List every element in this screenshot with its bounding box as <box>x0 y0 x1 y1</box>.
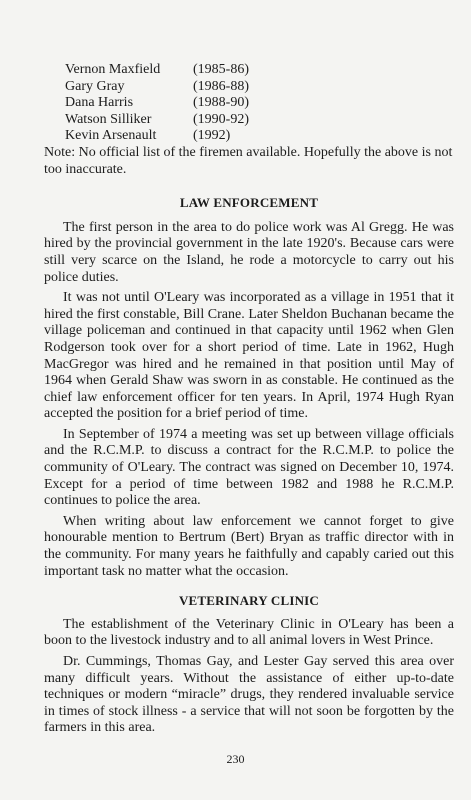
fireman-name: Watson Silliker <box>65 111 152 127</box>
fireman-years: (1986-88) <box>193 78 249 94</box>
page-number: 230 <box>226 752 245 766</box>
vet-paragraph-2: Dr. Cummings, Thomas Gay, and Lester Gay served this area over many difficult years. Without the assistance of either up-to-date techniques or modern “miracle” drugs, they rendered invaluable service in times of stock illness - a service that will not soon be forgotten by the farmers in this area. <box>44 654 454 736</box>
fireman-name: Vernon Maxfield <box>65 62 161 77</box>
fireman-years: (1992) <box>193 128 231 144</box>
law-paragraph-1: The first person in the area to do police work was Al Gregg. He was hired by the provincial government in the late 1920's. Because cars were still very scarce on the Island, he rode a motorcycle to carry out his police duties. <box>44 219 454 285</box>
fireman-name: Kevin Arsenault <box>65 128 157 144</box>
list-item <box>65 79 454 96</box>
vet-paragraph-1: The establishment of the Veterinary Clinic in O'Leary has been a boon to the livestock industry and to all animal lovers in West Prince. <box>44 616 454 649</box>
firemen-list <box>65 62 454 145</box>
law-paragraph-3: In September of 1974 a meeting was set up between village officials and the R.C.M.P. to discuss a contract for the R.C.M.P. to police the community of O'Leary. The contract was signed on December 10, 1974. Except for a period of time between 1982 and 1988 he R.C.M.P. continues to police the area. <box>44 426 454 509</box>
veterinary-clinic-heading: VETERINARY CLINIC <box>178 593 320 609</box>
fireman-name: Gary Gray <box>65 78 125 94</box>
fireman-years: (1990-92) <box>193 111 249 127</box>
fireman-years: (1988-90) <box>193 95 249 111</box>
law-enforcement-heading: LAW ENFORCEMENT <box>179 195 319 211</box>
fireman-name: Dana Harris <box>65 95 134 111</box>
list-item <box>65 95 454 112</box>
fireman-years: (1985-86) <box>193 62 249 77</box>
list-item <box>65 128 454 145</box>
list-item <box>65 112 454 129</box>
list-item <box>65 62 454 79</box>
law-paragraph-4: When writing about law enforcement we cannot forget to give honourable mention to Bertrum (Bert) Bryan as traffic director with in the community. For many years he faithfully and capably caried out this important task no matter what the occasion. <box>44 513 454 579</box>
firemen-note: Note: No official list of the firemen available. Hopefully the above is not too inaccurate. <box>44 144 453 177</box>
law-paragraph-2: It was not until O'Leary was incorporated as a village in 1951 that it hired the first constable, Bill Crane. Later Sheldon Buchanan became the village policeman and continued in that capacity until 1962 when Glen Rodgerson took over for a short period of time. Late in 1962, Hugh MacGregor was hired and he remained in that position until May of 1964 when Gerald Shaw was sworn in as constable. He continued as the chief law enforcement officer for ten years. In April, 1974 Hugh Ryan accepted the position for a brief period of time. <box>44 290 454 422</box>
page-content <box>44 62 454 741</box>
